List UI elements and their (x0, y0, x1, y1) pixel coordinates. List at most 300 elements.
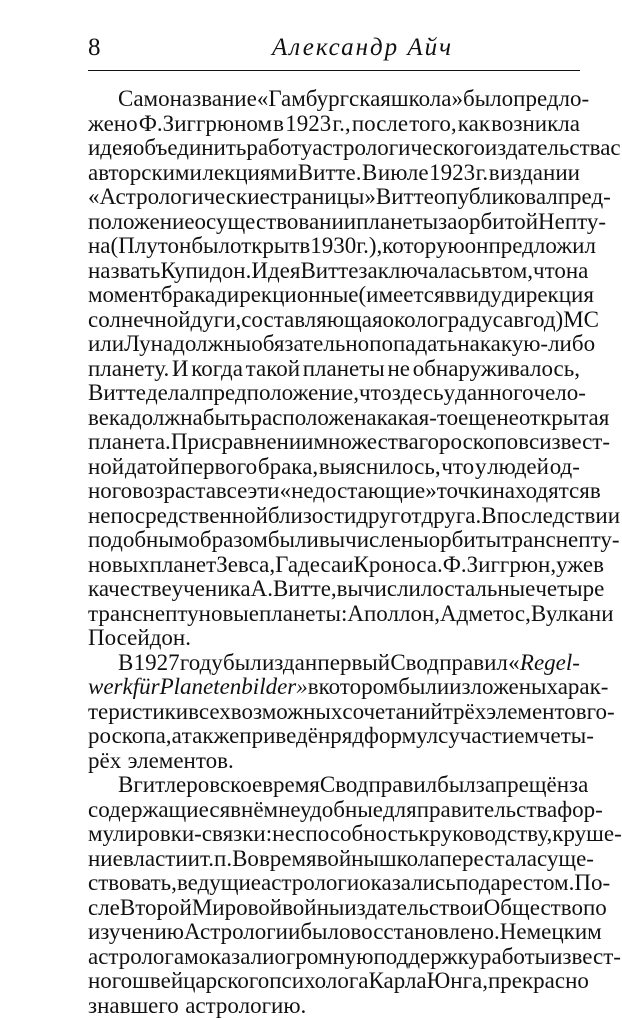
word: мулировки-связки: (88, 822, 272, 847)
text-line (88, 406, 580, 431)
word: опубликовал (434, 185, 558, 210)
word: планета. (88, 430, 171, 455)
word: или (88, 332, 124, 357)
word: Во (232, 847, 259, 872)
word: Купидон. (160, 259, 251, 284)
word: сле (88, 896, 120, 921)
word: после (352, 112, 408, 137)
word: в (593, 553, 604, 578)
word: запрещён (476, 773, 569, 798)
word: ряд (330, 724, 364, 749)
word: планет (150, 553, 217, 578)
word: харак- (547, 675, 609, 700)
word: когда (191, 357, 243, 382)
word: оказались (359, 871, 456, 896)
word: подобным (88, 528, 188, 553)
word: все (216, 479, 247, 504)
word: поддержку (374, 945, 481, 970)
word: с (438, 724, 448, 749)
word: всех (188, 700, 231, 725)
word: г., (332, 112, 350, 137)
word: было (463, 87, 513, 112)
word: Гадеса (275, 553, 341, 578)
text-line (88, 112, 580, 137)
word: Аполлон, (347, 602, 440, 627)
running-title: Александр Айч (272, 34, 453, 62)
word: правил (439, 651, 508, 676)
word: Витте (300, 259, 358, 284)
word: Свод (390, 651, 439, 676)
word: обнаруживалось, (413, 357, 580, 382)
text-line (88, 87, 580, 112)
word: Кроноса. (354, 553, 443, 578)
word: время (262, 773, 320, 798)
text-line (88, 210, 580, 235)
word: объединить (133, 136, 247, 161)
word: которую (382, 234, 464, 259)
word: школа» (391, 87, 463, 112)
word: Само (118, 87, 170, 112)
word: был (191, 234, 230, 259)
word: При (171, 430, 211, 455)
word: астрологического (312, 136, 485, 161)
word: Витте. (298, 161, 362, 186)
word: к (418, 822, 429, 847)
word: ведущие (177, 871, 261, 896)
text-line (88, 871, 580, 896)
word: для (383, 798, 417, 823)
word: Regel- (520, 651, 580, 676)
word: планеты (303, 357, 385, 382)
word: что (441, 455, 474, 480)
word: а (172, 724, 182, 749)
word: астрологам (88, 945, 199, 970)
text-line (88, 724, 580, 749)
word: у (444, 381, 456, 406)
word: что (359, 381, 392, 406)
word: существовании (206, 210, 356, 235)
word: неудобные (278, 798, 383, 823)
word: он (465, 234, 489, 259)
word: заключалась (358, 259, 481, 284)
word: дирекция (502, 283, 594, 308)
word: работу (246, 136, 312, 161)
word: Свод (320, 773, 369, 798)
word: попадать (369, 332, 457, 357)
word: расположена (250, 406, 376, 431)
word: оказали (199, 945, 275, 970)
word: пред- (558, 185, 611, 210)
text-line (88, 822, 580, 847)
word: в (590, 479, 601, 504)
word: восстановлено. (350, 920, 499, 945)
word: трёх (443, 700, 487, 725)
word: г. (476, 161, 489, 186)
word: остальные (432, 577, 535, 602)
word: около (383, 308, 439, 333)
word: сочетаний (342, 700, 442, 725)
word: брака (161, 283, 215, 308)
text-line (88, 308, 580, 333)
word: под (456, 871, 491, 896)
word: Посейдон. (88, 626, 191, 651)
word: (Плутон (111, 234, 192, 259)
text-line (88, 381, 580, 406)
word: здесь (392, 381, 444, 406)
word: извест- (550, 945, 621, 970)
word: какую-либо (480, 332, 595, 357)
word: элементов (486, 700, 586, 725)
text-line (88, 773, 580, 798)
text-line (88, 136, 580, 161)
word: 1923 (429, 161, 475, 186)
word: уже (556, 553, 593, 578)
word: гитлеровское (133, 773, 262, 798)
word: выяснилось, (319, 455, 441, 480)
word: приведён (239, 724, 330, 749)
word: у (475, 455, 487, 480)
word: в (308, 675, 319, 700)
word: должна (130, 406, 203, 431)
word: о (195, 210, 207, 235)
word: Ф.Зиггрюном (139, 112, 272, 137)
text-line (88, 602, 580, 627)
word: века (88, 406, 130, 431)
word: Впоследствии (481, 504, 620, 529)
text-line (88, 945, 580, 970)
word: работы (480, 945, 550, 970)
word: участием (448, 724, 539, 749)
word: на (566, 259, 589, 284)
text-line (88, 700, 580, 725)
word: открыт (230, 234, 299, 259)
running-header (88, 28, 580, 72)
word: солнечной (88, 308, 191, 333)
word: войны (317, 847, 379, 872)
word: также (182, 724, 240, 749)
word: вычислил (337, 577, 433, 602)
word: дуги, (191, 308, 242, 333)
word: Planetenbilder» (160, 675, 308, 700)
word: делал (146, 381, 201, 406)
word: людей (487, 455, 549, 480)
word: фор- (557, 798, 603, 823)
text-line (88, 920, 580, 945)
word: на (457, 332, 480, 357)
word: за (569, 773, 588, 798)
word: Зевса, (216, 553, 275, 578)
word: страницы» (270, 185, 376, 210)
word: эти (247, 479, 279, 504)
word: элементов. (128, 749, 234, 774)
word: градуса (438, 308, 513, 333)
text-line (88, 259, 580, 284)
word: авторскими (88, 161, 202, 186)
word: формул (364, 724, 438, 749)
word: 1923 (285, 112, 331, 137)
word: новых (88, 553, 150, 578)
word: название (170, 87, 257, 112)
word: суще- (537, 847, 594, 872)
word: издательства (485, 136, 611, 161)
word: В (362, 161, 377, 186)
text-line (88, 504, 580, 529)
word: датой (125, 455, 180, 480)
word: неспособность (272, 822, 418, 847)
word: того, (409, 112, 456, 137)
word: психолога (269, 969, 368, 994)
word: издании (500, 161, 580, 186)
word: образом (188, 528, 267, 553)
word: близости (268, 504, 357, 529)
word: вычислены (319, 528, 429, 553)
word: изложены (449, 675, 546, 700)
word: четыре (535, 577, 604, 602)
text-line (88, 332, 580, 357)
text-line (88, 749, 580, 774)
word: Луна (124, 332, 173, 357)
word: Идея (251, 259, 300, 284)
body-text (88, 87, 580, 1018)
word: было (300, 920, 350, 945)
word: находятся (492, 479, 589, 504)
text-line (88, 577, 580, 602)
word: на (88, 234, 111, 259)
word: и (601, 602, 613, 627)
word: Немецким (500, 920, 602, 945)
word: и (341, 553, 353, 578)
word: сравнении (211, 430, 313, 455)
word: издан (262, 651, 317, 676)
word: от (400, 504, 421, 529)
text-line (88, 626, 580, 651)
word: в (230, 798, 241, 823)
word: школа (379, 847, 440, 872)
word: А.Витте, (251, 577, 337, 602)
word: Юнга, (427, 969, 488, 994)
word: возникла (491, 112, 580, 137)
word: перестала (440, 847, 537, 872)
text-line (88, 479, 580, 504)
word: Мировой (192, 896, 282, 921)
word: транснептуновые (88, 602, 259, 627)
word: од- (550, 455, 580, 480)
word: жено (88, 112, 138, 137)
word: и (188, 847, 200, 872)
word: обязательно (251, 332, 369, 357)
word: назвать (88, 259, 160, 284)
word: составляющая (241, 308, 382, 333)
word: лекциями (202, 161, 297, 186)
word: неоткрытая (496, 406, 609, 431)
word: планеты (356, 210, 438, 235)
word: год) (524, 308, 563, 333)
word: гороскопов (419, 430, 529, 455)
word: войны (282, 896, 344, 921)
word: какая-то (377, 406, 459, 431)
word: власти (123, 847, 188, 872)
text-line (88, 847, 580, 872)
word: теристики (88, 700, 188, 725)
word: такой (246, 357, 300, 382)
text-line (88, 798, 580, 823)
paragraph-1 (88, 87, 580, 651)
word: Ф.Зиггрюн, (443, 553, 556, 578)
text-line (88, 357, 580, 382)
word: по (583, 896, 607, 921)
word: июле (378, 161, 429, 186)
text-line (88, 430, 580, 455)
word: время (259, 847, 317, 872)
word: издательство (344, 896, 471, 921)
word: возможных (231, 700, 343, 725)
word: момент (88, 283, 161, 308)
word: «недостающие» (280, 479, 437, 504)
word: друга. (421, 504, 481, 529)
word: правил (368, 773, 437, 798)
word: И (172, 357, 189, 382)
word: роскопа, (88, 724, 172, 749)
paragraph-2 (88, 651, 580, 774)
text-line (88, 896, 580, 921)
word: круше- (552, 822, 621, 847)
word: друг (356, 504, 400, 529)
word: первый (317, 651, 390, 676)
word: в (489, 161, 500, 186)
text-line (88, 969, 580, 994)
word: в (273, 112, 284, 137)
word: По- (574, 871, 610, 896)
word: го- (587, 700, 615, 725)
word: орбиты (429, 528, 502, 553)
word: (имеется (359, 283, 445, 308)
text-line (88, 651, 580, 676)
word: огромную (274, 945, 373, 970)
page-number: 8 (88, 34, 101, 62)
word: орбитой (457, 210, 538, 235)
word: должны (173, 332, 251, 357)
word: ной (88, 455, 124, 480)
text-line (88, 553, 580, 578)
word: году (180, 651, 223, 676)
word: В (118, 651, 133, 676)
word: четы- (539, 724, 594, 749)
word: первого (181, 455, 258, 480)
word: Вулкан (531, 602, 601, 627)
word: «Астрологические (88, 185, 270, 210)
word: В (118, 773, 133, 798)
text-line (88, 455, 580, 480)
word: ствовать, (88, 871, 177, 896)
word: еще (458, 406, 496, 431)
word: извест- (539, 430, 610, 455)
word: качестве (88, 577, 172, 602)
word: в (513, 308, 524, 333)
word: правительства (417, 798, 557, 823)
word: астрологию. (185, 994, 306, 1018)
word: 1927 (134, 651, 180, 676)
text-line (88, 675, 580, 700)
word: быть (203, 406, 251, 431)
word: знавшего (88, 994, 179, 1018)
word: том, (492, 259, 533, 284)
word: предложил (488, 234, 596, 259)
word: как (458, 112, 490, 137)
word: что (533, 259, 566, 284)
text-line (88, 185, 580, 210)
word: транснепту- (501, 528, 619, 553)
word: Второй (120, 896, 192, 921)
text-line (88, 234, 580, 259)
word: точки (437, 479, 493, 504)
word: werk (88, 675, 133, 700)
word: арестом. (491, 871, 575, 896)
word: рёх (88, 749, 121, 774)
word: г.), (356, 234, 382, 259)
word: ного (88, 479, 132, 504)
word: был (223, 651, 262, 676)
header-rule (88, 70, 580, 71)
word: за (438, 210, 457, 235)
word: множества (313, 430, 418, 455)
word: котором (319, 675, 399, 700)
word: в (299, 234, 310, 259)
word: Общество (484, 896, 583, 921)
word: Карла (369, 969, 427, 994)
word: не (387, 357, 410, 382)
word: планеты: (259, 602, 347, 627)
word: непосредственной (88, 504, 268, 529)
word: Витте (88, 381, 146, 406)
word: чело- (534, 381, 586, 406)
word: нём (241, 798, 278, 823)
word: 1930 (310, 234, 356, 259)
paragraph-3 (88, 773, 580, 1018)
word: ного (88, 969, 132, 994)
word: с (529, 430, 539, 455)
word: ученика (172, 577, 251, 602)
word: возраста (132, 479, 216, 504)
word: Витте (376, 185, 434, 210)
word: предло- (513, 87, 589, 112)
word: планету. (88, 357, 169, 382)
word: изучению (88, 920, 184, 945)
word: руководству, (430, 822, 553, 847)
word: астрологи (261, 871, 359, 896)
word: т.п. (200, 847, 232, 872)
word: « (508, 651, 520, 676)
text-line (88, 161, 580, 186)
word: в (445, 283, 456, 308)
word: Адметос, (440, 602, 531, 627)
word: Астрологии (184, 920, 300, 945)
word: идея (88, 136, 133, 161)
word: МС (563, 308, 599, 333)
word: был (437, 773, 476, 798)
word: положение (88, 210, 195, 235)
word: швейцарского (132, 969, 269, 994)
word: прекрасно (488, 969, 589, 994)
word: данного (455, 381, 533, 406)
word: «Гамбургская (257, 87, 391, 112)
word: ние (88, 847, 123, 872)
word: für (133, 675, 160, 700)
word: Непту- (538, 210, 606, 235)
word: дирекционные (215, 283, 358, 308)
word: с (610, 136, 620, 161)
word: в (481, 259, 492, 284)
text-line (88, 528, 580, 553)
